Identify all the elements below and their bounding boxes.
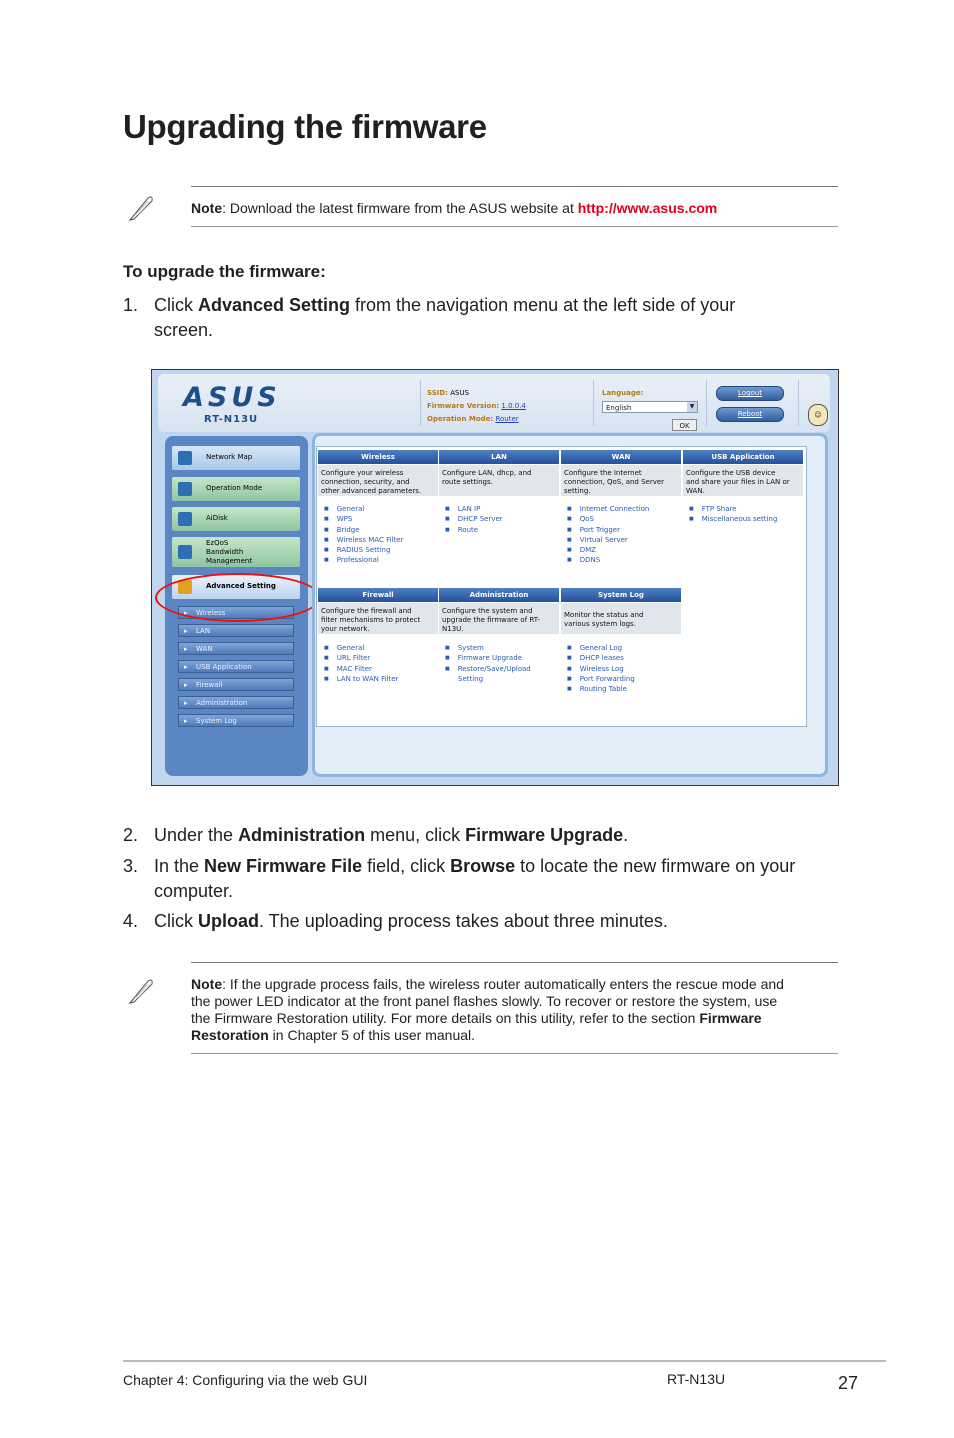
nav-label: EzQoS	[206, 539, 229, 547]
step-keyword: Upload	[198, 911, 259, 931]
ssid-label: SSID:	[427, 389, 448, 397]
header-divider	[420, 380, 421, 426]
status-info	[427, 387, 526, 426]
step-number: 1.	[123, 295, 139, 315]
note-top-rule	[191, 962, 838, 963]
desc-line: N13U.	[442, 625, 464, 633]
step-text-part: menu, click	[365, 825, 466, 845]
help-mascot-icon[interactable]: ☺	[808, 404, 828, 426]
note-1	[191, 200, 841, 217]
note-text: : Download the latest firmware from the ASUS website at	[222, 200, 578, 216]
step-text	[154, 909, 668, 934]
step-number: 2.	[123, 825, 139, 845]
firewall-links	[324, 643, 398, 684]
qos-icon	[178, 545, 192, 559]
category-administration-header[interactable]: Administration	[439, 588, 559, 602]
footer-model: RT-N13U	[667, 1371, 726, 1387]
step-keyword: Advanced Setting	[198, 295, 351, 315]
step-2	[123, 823, 823, 848]
note-bottom-rule	[191, 1053, 838, 1054]
desc-line: route settings.	[442, 478, 493, 486]
step-text-part: In the	[154, 856, 205, 876]
link-item[interactable]: ■ System	[445, 643, 531, 653]
administration-links	[445, 643, 531, 684]
link-item[interactable]: ■ WPS	[324, 514, 403, 524]
category-lan-header[interactable]: LAN	[439, 450, 559, 464]
category-description	[561, 603, 681, 634]
desc-line: Configure the Internet	[564, 469, 642, 477]
note-pen-icon	[126, 192, 158, 224]
link-item[interactable]: ■ Port Forwarding	[567, 674, 635, 684]
network-map-icon	[178, 451, 192, 465]
link-item[interactable]: ■ Bridge	[324, 525, 403, 535]
category-firewall-header[interactable]: Firewall	[318, 588, 438, 602]
note-text: the power LED indicator at the front panel flashes slowly. To recover or restore the system, use	[191, 993, 778, 1009]
link-item[interactable]: ■ Route	[445, 525, 503, 535]
link-item[interactable]: ■ General	[324, 643, 398, 653]
desc-line: various system logs.	[564, 620, 636, 628]
step-keyword: New Firmware File	[204, 856, 363, 876]
mode-label: Operation Mode:	[427, 415, 494, 423]
link-item[interactable]: ■ Virtual Server	[567, 535, 649, 545]
wan-links	[567, 504, 649, 566]
note-text: in Chapter 5 of this user manual.	[268, 1027, 476, 1043]
desc-line: WAN.	[686, 487, 705, 495]
link-item[interactable]: ■ General Log	[567, 643, 635, 653]
footer-chapter: Chapter 4: Configuring via the web GUI	[123, 1372, 368, 1388]
nav-label: Network Map	[206, 453, 253, 461]
desc-line: other advanced parameters.	[321, 487, 422, 495]
link-item[interactable]: ■ DDNS	[567, 555, 649, 565]
category-description	[318, 603, 438, 634]
nav-label: Advanced Setting	[206, 582, 276, 590]
step-text-part: .	[623, 825, 629, 845]
step-4	[123, 909, 823, 934]
step-number: 3.	[123, 856, 139, 876]
system-log-links	[567, 643, 635, 694]
step-text-part: computer.	[154, 881, 234, 901]
category-description	[439, 465, 559, 496]
subnav-wan[interactable]: ▸ WAN	[178, 642, 294, 655]
subnav-usb-application[interactable]: ▸ USB Application	[178, 660, 294, 673]
category-description	[683, 465, 803, 496]
highlight-circle	[155, 573, 321, 622]
note-bottom-rule	[191, 226, 838, 227]
link-item[interactable]: ■ Miscellaneous setting	[689, 514, 777, 524]
chevron-down-icon: ▼	[687, 402, 697, 412]
router-icon	[178, 482, 192, 496]
wireless-links	[324, 504, 403, 566]
footer-rule	[123, 1360, 886, 1362]
ssid-value: ASUS	[450, 389, 470, 397]
link-item[interactable]: ■ Routing Table	[567, 684, 635, 694]
desc-line: Configure LAN, dhcp, and	[442, 469, 532, 477]
category-description	[318, 465, 438, 496]
link-item[interactable]: ■ LAN IP	[445, 504, 503, 514]
nav-label: Management	[206, 557, 253, 565]
nav-ezqos[interactable]	[172, 537, 300, 567]
desc-line: Configure the USB device	[686, 469, 776, 477]
category-wireless-header[interactable]: Wireless	[318, 450, 438, 464]
lan-links	[445, 504, 503, 535]
link-item[interactable]: ■ QoS	[567, 514, 649, 524]
note-text: : If the upgrade process fails, the wireless router automatically enters the rescue mode and	[222, 976, 784, 992]
step-text-part: field, click	[362, 856, 451, 876]
note-pen-icon	[126, 975, 158, 1007]
step-text-part: Click	[154, 911, 198, 931]
link-item[interactable]: ■ Restore/Save/Upload	[445, 664, 531, 674]
link-item[interactable]: ■ FTP Share	[689, 504, 777, 514]
subnav-administration[interactable]: ▸ Administration	[178, 696, 294, 709]
link-item[interactable]: ■ Wireless MAC Filter	[324, 535, 403, 545]
router-gui-screenshot	[151, 369, 839, 786]
desc-line: Monitor the status and	[564, 611, 644, 619]
desc-line: connection, security, and	[321, 478, 410, 486]
nav-aidisk[interactable]	[172, 507, 300, 531]
link-item[interactable]: ■ General	[324, 504, 403, 514]
logout-button[interactable]: Logout	[716, 386, 784, 401]
category-system-log-header[interactable]: System Log	[561, 588, 681, 602]
asus-website-link[interactable]: http://www.asus.com	[577, 200, 718, 216]
desc-line: filter mechanisms to protect	[321, 616, 421, 624]
link-item[interactable]: ■ RADIUS Setting	[324, 545, 403, 555]
language-select[interactable]	[602, 401, 698, 413]
step-3	[123, 854, 833, 904]
asus-logo: ASUS	[183, 382, 281, 413]
desc-line: upgrade the firmware of RT-	[442, 616, 540, 624]
note-text: the Firmware Restoration utility. For more details on this utility, refer to the section	[191, 1010, 700, 1026]
category-description	[561, 465, 681, 496]
gui-model-name: RT-N13U	[204, 414, 259, 425]
link-item[interactable]: ■ URL Filter	[324, 653, 398, 663]
subnav-system-log[interactable]: ▸ System Log	[178, 714, 294, 727]
step-number: 4.	[123, 911, 139, 931]
step-keyword: Administration	[238, 825, 366, 845]
language-label-text: Language:	[602, 389, 644, 397]
category-usb-application-header[interactable]: USB Application	[683, 450, 803, 464]
subnav-wireless[interactable]: ▸ Wireless	[178, 606, 294, 619]
step-1	[123, 293, 823, 343]
nav-label: Operation Mode	[206, 484, 263, 492]
link-item[interactable]: ■ DMZ	[567, 545, 649, 555]
note-top-rule	[191, 186, 838, 187]
note-keyword: Firmware	[699, 1010, 762, 1026]
language-label	[602, 387, 643, 400]
link-item[interactable]: ■ MAC Filter	[324, 664, 398, 674]
language-ok-button[interactable]: OK	[672, 419, 697, 431]
nav-label: AiDisk	[206, 514, 228, 522]
link-item[interactable]: ■ Internet Connection	[567, 504, 649, 514]
procedure-heading: To upgrade the firmware:	[123, 262, 326, 281]
language-value: English	[606, 404, 632, 412]
reboot-button[interactable]: Reboot	[716, 407, 784, 422]
category-description	[439, 603, 559, 634]
desc-line: Configure the system and	[442, 607, 533, 615]
step-keyword: Firmware Upgrade	[465, 825, 624, 845]
desc-line: your network.	[321, 625, 370, 633]
page-number: 27	[838, 1373, 859, 1393]
header-divider	[706, 380, 707, 426]
link-item[interactable]: ■ LAN to WAN Filter	[324, 674, 398, 684]
subnav-firewall[interactable]: ▸ Firewall	[178, 678, 294, 691]
header-divider	[593, 380, 594, 426]
note-keyword: Restoration	[191, 1027, 269, 1043]
desc-line: connection, QoS, and Server	[564, 478, 665, 486]
fw-link[interactable]: 1.0.0.4	[501, 402, 526, 410]
link-item[interactable]: ■ Firmware Upgrade	[445, 653, 531, 663]
step-text	[154, 823, 628, 848]
step-text-part: to locate the new firmware on your	[515, 856, 796, 876]
step-text	[154, 854, 795, 904]
mode-link[interactable]: Router	[495, 415, 519, 423]
step-text-part: screen.	[154, 320, 214, 340]
link-item[interactable]: ■ Wireless Log	[567, 664, 635, 674]
nav-operation-mode[interactable]	[172, 477, 300, 501]
link-item-continued[interactable]: Setting	[458, 674, 484, 683]
link-item[interactable]: ■ DHCP leases	[567, 653, 635, 663]
note-label: Note	[191, 976, 223, 992]
note-2	[191, 976, 841, 1044]
nav-network-map[interactable]	[172, 446, 300, 470]
step-text	[154, 293, 735, 343]
link-item[interactable]: ■ DHCP Server	[445, 514, 503, 524]
step-text-part: from the navigation menu at the left side of your	[350, 295, 736, 315]
link-item[interactable]: ■ Professional	[324, 555, 403, 565]
subnav-lan[interactable]: ▸ LAN	[178, 624, 294, 637]
step-keyword: Browse	[450, 856, 516, 876]
gui-header	[158, 374, 830, 432]
fw-label: Firmware Version:	[427, 402, 500, 410]
page-title: Upgrading the firmware	[123, 108, 487, 145]
link-item[interactable]: ■ Port Trigger	[567, 525, 649, 535]
disk-icon	[178, 512, 192, 526]
step-text-part: Click	[154, 295, 198, 315]
usb-links	[689, 504, 777, 525]
desc-line: Configure your wireless	[321, 469, 404, 477]
step-text-part: Under the	[154, 825, 239, 845]
nav-label: Bandwidth	[206, 548, 244, 556]
desc-line: Configure the firewall and	[321, 607, 412, 615]
desc-line: and share your files in LAN or	[686, 478, 790, 486]
desc-line: setting.	[564, 487, 591, 495]
category-wan-header[interactable]: WAN	[561, 450, 681, 464]
step-text-part: . The uploading process takes about three minutes.	[259, 911, 668, 931]
note-label: Note	[191, 200, 223, 216]
header-divider	[798, 380, 799, 426]
